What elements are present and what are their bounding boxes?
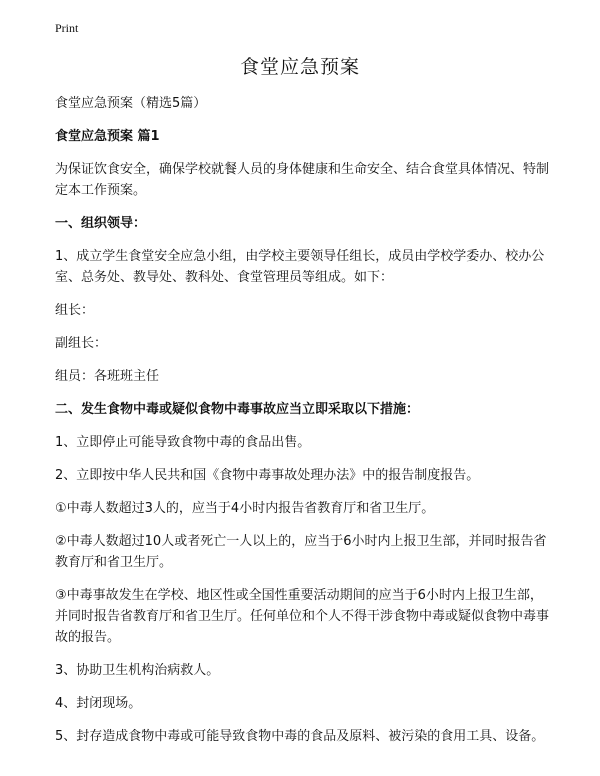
- section-heading-measures: 二、发生食物中毒或疑似食物中毒事故应当立即采取以下措施：: [55, 402, 420, 417]
- paragraph-measure-4: 4、封闭现场。: [55, 696, 142, 711]
- paragraph-members: 组员：各班班主任: [55, 369, 160, 384]
- print-link[interactable]: Print: [55, 21, 79, 35]
- paragraph-measure-5: 5、封存造成食物中毒或可能导致食物中毒的食品及原料、被污染的食用工具、设备。: [55, 729, 545, 744]
- paragraph-report-2: ②中毒人数超过10人或者死亡一人以上的，应当于6小时内上报卫生部，并同时报告省教育厅和省卫生厅。: [55, 534, 547, 570]
- paragraph-intro: 为保证饮食安全，确保学校就餐人员的身体健康和生命安全、结合食堂具体情况、特制定本工作预案。: [55, 162, 550, 198]
- paragraph-measure-3: 3、协助卫生机构治病救人。: [55, 663, 220, 678]
- paragraph-report-1: ①中毒人数超过3人的，应当于4小时内报告省教育厅和省卫生厅。: [55, 501, 435, 516]
- paragraph-leader: 组长：: [55, 303, 95, 318]
- paragraph-report-3: ③中毒事故发生在学校、地区性或全国性重要活动期间的应当于6小时内上报卫生部，并同时报告省教育厅和省卫生厅。任何单位和个人不得干涉食物中毒或疑似食物中毒事故的报告。: [55, 588, 550, 645]
- document-subtitle: 食堂应急预案（精选5篇）: [55, 96, 207, 111]
- article-heading: 食堂应急预案 篇1: [55, 129, 160, 144]
- paragraph-deputy-leader: 副组长：: [55, 336, 108, 351]
- document-body: [55, 93, 555, 759]
- paragraph-measure-2: 2、立即按中华人民共和国《食物中毒事故处理办法》中的报告制度报告。: [55, 468, 480, 483]
- section-heading-organization: 一、组织领导：: [55, 216, 147, 231]
- paragraph-group-setup: 1、成立学生食堂安全应急小组，由学校主要领导任组长，成员由学校学委办、校办公室、总务处、教导处、教科处、食堂管理员等组成。如下：: [55, 249, 545, 285]
- document-title: 食堂应急预案: [239, 56, 360, 78]
- paragraph-measure-1: 1、立即停止可能导致食物中毒的食品出售。: [55, 435, 311, 450]
